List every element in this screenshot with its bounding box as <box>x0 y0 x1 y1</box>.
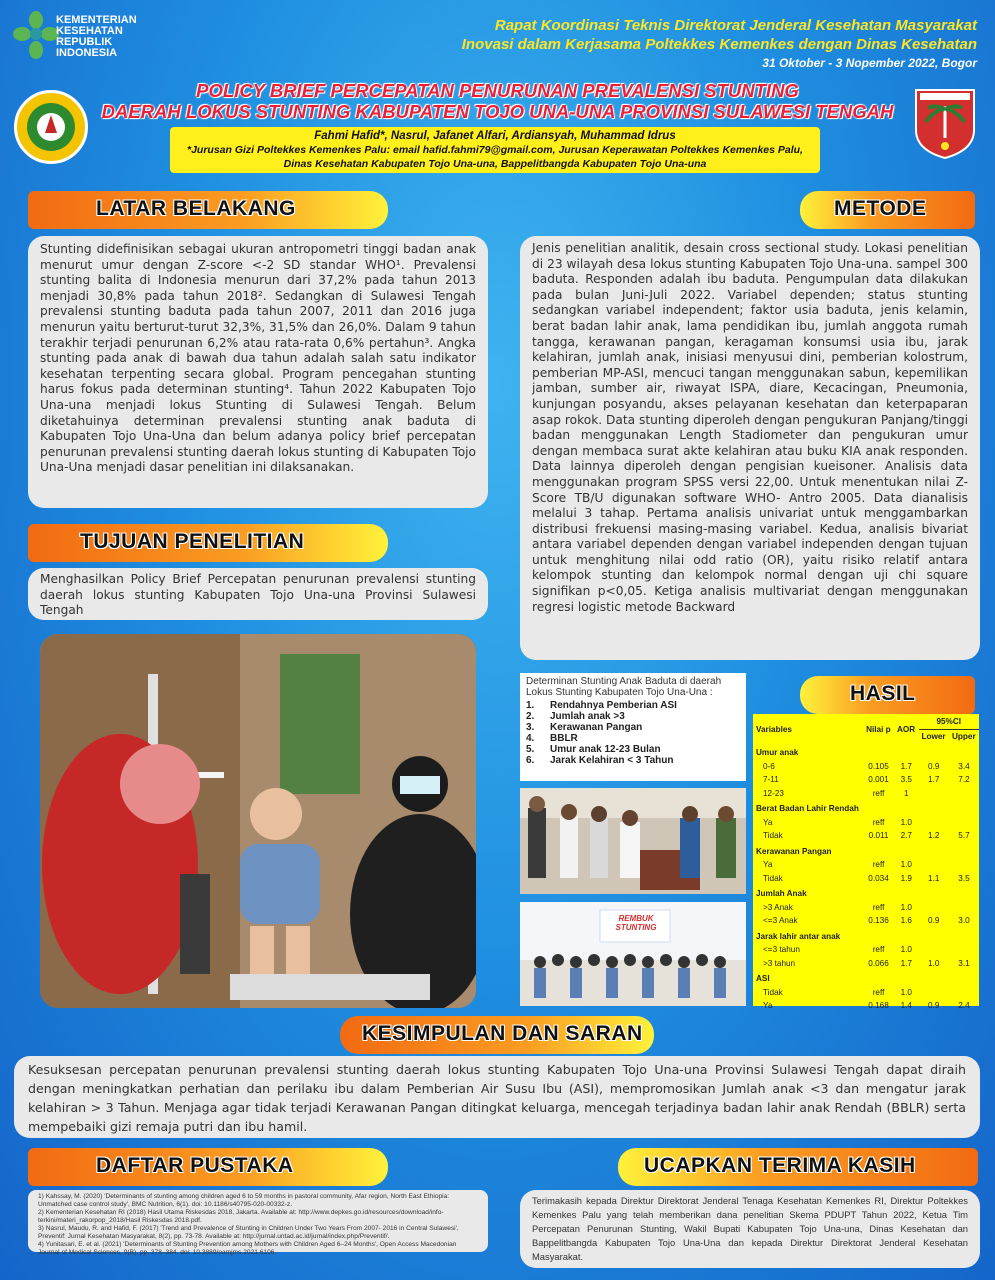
results-table-body <box>753 744 979 1013</box>
tujuan-box <box>28 568 488 620</box>
author-names: Fahmi Hafid*, Nasrul, Jafanet Alfari, Ardiansyah, Muhammad Idrus <box>314 130 676 142</box>
list-item-label: Rendahnya Pemberian ASI <box>550 700 677 711</box>
tujuan-heading: TUJUAN PENELITIAN <box>80 530 305 553</box>
cell-p: reff <box>872 902 885 912</box>
table-row <box>753 773 979 787</box>
cell-p <box>863 800 894 816</box>
cell-p <box>863 744 894 760</box>
table-group-row <box>753 843 979 859</box>
hasil-heading: HASIL <box>850 682 916 705</box>
cell-aor <box>894 744 918 760</box>
pustaka-header <box>28 1148 388 1186</box>
cell-lower: 0.9 <box>928 761 940 771</box>
list-item <box>526 744 740 755</box>
cell-aor: 3.5 <box>900 775 912 785</box>
tujuan-header <box>28 524 388 562</box>
org-line2: KESEHATAN <box>56 25 123 37</box>
cell-lower: 0.9 <box>928 916 940 926</box>
col-header-aor: AOR <box>897 724 916 734</box>
cell-p: 0.011 <box>868 831 889 841</box>
cell-lower <box>919 928 949 944</box>
list-item-label: Kerawanan Pangan <box>550 722 643 733</box>
table-row <box>753 901 979 915</box>
list-item <box>526 700 740 711</box>
table-row <box>753 760 979 774</box>
determinan-list-box <box>520 673 746 781</box>
list-item-label: BBLR <box>550 733 578 744</box>
reference-item: 1) Kahssay, M. (2020) 'Determinants of stunting among children aged 6 to 59 months in pastoral community, Afar region, North East Ethiopia: Unmatched case control study', BMC Nutrition, 6(1). doi: 10.1186/s40795-020-00332-z. <box>38 1193 450 1208</box>
cell-variable: Jarak lahir antar anak <box>756 931 841 941</box>
cell-p: 0.066 <box>868 958 889 968</box>
table-group-row <box>753 744 979 760</box>
cell-upper: 7.2 <box>958 775 970 785</box>
kesimpulan-text: Kesuksesan percepatan penurunan prevalensi stunting daerah lokus stunting Kabupaten Tojo Una-una Provinsi Sulawesi Tengah dapat diraih dengan meningkatkan perhatian dan perilaku ibu dalam Pemberian Air Susu Ibu (ASI), mempromosikan Jumlah anak <3 dan mengatur jarak kelahiran > 3 Tahun. Menjaga agar tidak terjadi Kerawanan Pangan ditingkat keluarga, mencegah terjadinya badan lahir anak Rendah (BBLR) serta mempebaiki gizi remaja putri dan ibu hamil. <box>28 1062 966 1134</box>
cell-lower <box>919 787 949 801</box>
photo-meeting-signing <box>520 788 746 894</box>
cell-upper: 5.7 <box>958 831 970 841</box>
org-line1: KEMENTERIAN <box>56 14 137 26</box>
kesimpulan-box <box>14 1056 980 1138</box>
determinan-intro: Determinan Stunting Anak Baduta di daerah Lokus Stunting Kabupaten Tojo Una-Una : <box>526 676 722 698</box>
cell-upper: 3.1 <box>958 958 970 968</box>
cell-upper <box>949 901 979 915</box>
cell-upper: 3.0 <box>958 916 970 926</box>
col-header-lower: Lower <box>921 732 946 742</box>
table-row <box>753 787 979 801</box>
cell-upper <box>949 928 979 944</box>
cell-variable: Kerawanan Pangan <box>756 846 832 856</box>
photo-group-rembuk <box>520 902 746 1006</box>
cell-lower: 1.7 <box>928 775 940 785</box>
cell-p: reff <box>872 817 885 827</box>
list-item <box>526 711 740 722</box>
cell-variable: 12-23 <box>763 788 784 798</box>
cell-upper <box>949 787 979 801</box>
cell-aor: 1 <box>903 788 909 798</box>
cell-variable: >3 Anak <box>763 902 793 912</box>
cell-variable: Tidak <box>763 831 783 841</box>
list-item-number: 4. <box>526 733 535 744</box>
cell-upper <box>949 800 979 816</box>
reference-item: 2) Kementerian Kesehatan RI (2018) Hasil Utama Riskesdas 2018, Jakarta. Available at: http://www.depkes.go.id/resources/download/info-terkini/materi_rakorpop_2018/Hasil Riskesdas 2018.pdf. <box>38 1209 444 1224</box>
affiliation-line1: *Jurusan Gizi Poltekkes Kemenkes Palu: email hafid.fahmi79@gmail.com, Jurusan Keperawatan Poltekkes Kemenkes Palu, <box>187 144 803 156</box>
cell-upper: 2.4 <box>958 1001 970 1011</box>
cell-lower <box>919 843 949 859</box>
cell-aor: 1.9 <box>900 873 912 883</box>
cell-aor <box>894 970 918 986</box>
cell-p <box>863 970 894 986</box>
event-line2: Inovasi dalam Kerjasama Poltekkes Kemenkes dengan Dinas Kesehatan <box>461 36 977 53</box>
table-row <box>753 914 979 928</box>
list-item-number: 2. <box>526 711 535 722</box>
kesimpulan-heading: KESIMPULAN DAN SARAN <box>362 1022 643 1045</box>
latar-belakang-heading: LATAR BELAKANG <box>96 197 296 220</box>
event-date: 31 Oktober - 3 Nopember 2022, Bogor <box>762 56 977 70</box>
cell-variable: >3 tahun <box>763 958 796 968</box>
cell-lower: 1.0 <box>928 958 940 968</box>
cell-upper <box>949 843 979 859</box>
table-row <box>753 957 979 971</box>
poster-title <box>0 80 995 122</box>
cell-upper <box>949 816 979 830</box>
list-item <box>526 722 740 733</box>
cell-variable: Tidak <box>763 873 783 883</box>
cell-p: reff <box>872 945 885 955</box>
table-row <box>753 872 979 886</box>
cell-p: reff <box>872 860 885 870</box>
cell-p: 0.001 <box>868 775 889 785</box>
col-header-upper: Upper <box>951 732 976 742</box>
table-row <box>753 816 979 830</box>
cell-variable: Tidak <box>763 987 783 997</box>
col-header-variables: Variables <box>756 724 792 734</box>
cell-p: 0.168 <box>868 1001 889 1011</box>
pustaka-box <box>28 1190 488 1256</box>
latar-belakang-text: Stunting didefinisikan sebagai ukuran antropometri tinggi badan anak menurut umur dengan Z-score <-2 SD standar WHO¹. Prevalensi stunting balita di Indonesia menurun dari 37,2% pada tahun 2013 menjadi 30,8% pada tahun 2018². Sedangkan di Sulawesi Tengah prevalensi stunting baduta pada tahun 2007, 2011 dan 2016 juga menurun yaitu berturut-turut 32,3%, 31,5% dan 26,0%. Dalam 9 tahun terakhir terjadi penurunan 6,2% atau rata-rata 0,6% pertahun³. Angka stunting pada anak di bawah dua tahun adalah salah satu indikator kesehatan terpenting secara global. Program pencegahan stunting harus fokus pada determinan stunting⁴. Tahun 2022 Kabupaten Tojo Una-una menjadi lokus Stunting di Sulawesi Tengah. Belum diketahuinya determinan prevalensi stunting anak baduta di Kabupaten Tojo Una-Una dan belum adanya policy brief percepatan penurunan prevalensi stunting daerah lokus stunting di Kabupaten Tojo Una-Una menjadi dasar penelitian ini dilaksanakan. <box>40 242 476 475</box>
cell-upper <box>949 970 979 986</box>
cell-upper: 3.5 <box>958 873 970 883</box>
cell-lower: 1.1 <box>928 873 940 883</box>
terima-kasih-box <box>520 1190 980 1268</box>
cell-variable: <=3 tahun <box>763 945 800 955</box>
org-line3: REPUBLIK <box>56 36 113 48</box>
cell-variable: Berat Badan Lahir Rendah <box>756 804 859 814</box>
table-row <box>753 829 979 843</box>
latar-belakang-box <box>28 236 488 508</box>
cell-p: 0.136 <box>868 916 889 926</box>
cell-p <box>863 885 894 901</box>
cell-p: 0.105 <box>868 761 889 771</box>
org-line4: INDONESIA <box>56 47 118 59</box>
cell-variable: <=3 Anak <box>763 916 798 926</box>
cell-lower <box>919 885 949 901</box>
cell-aor: 1.7 <box>900 761 912 771</box>
results-table <box>753 714 979 1013</box>
cell-lower <box>919 986 949 1000</box>
tujuan-text: Menghasilkan Policy Brief Percepatan penurunan prevalensi stunting daerah lokus stunting Kabupaten Tojo Una-una Provinsi Sulawesi Tengah <box>40 572 476 618</box>
cell-upper <box>949 744 979 760</box>
measurement-photo-illustration <box>40 634 476 1008</box>
title-line2: DAERAH LOKUS STUNTING KABUPATEN TOJO UNA-UNA PROVINSI SULAWESI TENGAH <box>101 101 894 122</box>
cell-upper <box>949 986 979 1000</box>
cell-lower <box>919 744 949 760</box>
cell-lower: 1.2 <box>928 831 940 841</box>
cell-variable: Umur anak <box>756 748 799 758</box>
cell-variable: Ya <box>763 1001 773 1011</box>
event-line1: Rapat Koordinasi Teknis Direktorat Jenderal Kesehatan Masyarakat <box>494 17 977 34</box>
cell-aor: 1.0 <box>900 860 912 870</box>
list-item <box>526 733 740 744</box>
cell-variable: 0-6 <box>763 761 775 771</box>
cell-variable: ASI <box>756 974 770 984</box>
authors-block <box>170 127 820 173</box>
cell-lower <box>919 858 949 872</box>
list-item-number: 5. <box>526 744 535 755</box>
cell-p: 0.034 <box>868 873 889 883</box>
list-item-number: 6. <box>526 755 535 766</box>
cell-upper <box>949 858 979 872</box>
terima-kasih-text: Terimakasih kepada Direktur Direktorat Jenderal Tenaga Kesehatan Kemenkes RI, Direktur Poltekkes Kemenkes Palu yang telah memberikan dana penelitian Skema PDUPT Tahun 2022, Ketua Tim Percepatan Penurunan Stunting, Wakil Bupati Kabupaten Tojo Una-una, Dinas Kesehatan dan Bappelitbangda Kabupaten Tojo Una-Una dan kepada Direktur Direktorat Jenderal Kesehatan Masyarakat. <box>532 1195 968 1262</box>
table-row <box>753 999 979 1013</box>
cell-lower: 0.9 <box>928 1001 940 1011</box>
cell-aor <box>894 843 918 859</box>
cell-aor: 1.0 <box>900 945 912 955</box>
metode-heading: METODE <box>834 197 927 220</box>
cell-p <box>863 928 894 944</box>
cell-aor: 1.0 <box>900 987 912 997</box>
cell-variable: Ya <box>763 817 773 827</box>
cell-lower <box>919 943 949 957</box>
table-group-row <box>753 885 979 901</box>
cell-aor: 1.4 <box>900 1001 912 1011</box>
title-line1: POLICY BRIEF PERCEPATAN PENURUNAN PREVALENSI STUNTING <box>196 80 799 101</box>
cell-p: reff <box>872 987 885 997</box>
hasil-header <box>800 676 975 714</box>
cell-aor: 1.6 <box>900 916 912 926</box>
list-item-number: 3. <box>526 722 535 733</box>
metode-text: Jenis penelitian analitik, desain cross sectional study. Lokasi penelitian di 23 wilayah desa lokus stunting Kabupaten Tojo Una-una. sampel 300 baduta. Responden adalah ibu baduta. Pengumpulan data dilakukan pada bulan Juni-Juli 2022. Variabel dependen; status stunting sedangkan variabel independent; faktor usia baduta, jenis kelamin, berat badan lahir anak, lama pendidikan ibu, jumlah anggota rumah tangga, kerawanan pangan, keragaman konsumsi usia ibu, jarak kelahiran, jumlah anak, inisiasi menyusui dini, pemberian kolostrum, pemberian MP-ASI, mencuci tangan menggunakan sabun, kepemilikan jamban, sumber air, riwayat ISPA, diare, Kecacingan, Pneumonia, kunjungan posyandu, akses pelayanan kesehatan dan keterpaparan asap rokok. Data stunting diperoleh dengan pengukuran Panjang/tinggi badan menggunakan Length Stadiometer dan pengukuran umur dengan membaca surat akte kelahiran atau buku KIA anak responden. Data lainnya diperoleh dengan pengisian kueisoner. Analisis data menggunakan program SPSS versi 22,00. Untuk menentukan nilai Z-Score TB/U digunakan software WHO- Antro 2005. Data dianalisis melalui 3 tahap. Pertama analisis univariat untuk menggambarkan distribusi frekuensi masing-masing variabel. Kedua, analisis bivariat antara variabel dependen dengan variabel independen dengan tujuan untuk menghitung nilai odd ratio (OR), yaitu risiko relatif antara kelompok stunting dan kelompok normal dengan uji chi square signifikan p<0,05. Ketiga analisis multivariat dengan menggunakan regresi logistic metode Backward <box>532 241 968 614</box>
cell-upper: 3.4 <box>958 761 970 771</box>
metode-header <box>800 191 975 229</box>
cell-aor <box>894 800 918 816</box>
list-item-number: 1. <box>526 700 535 711</box>
table-group-row <box>753 800 979 816</box>
reference-item: 4) Yunitasari, E. et al. (2021) 'Determinants of Stunting Prevention among Mothers with Children Aged 6–24 Months', Open Access Macedonian Journal of Medical Sciences, 9(B), pp. 378–384. doi: 10.3889/oamjms.2021.6106. <box>38 1241 457 1256</box>
cell-lower <box>919 800 949 816</box>
table-group-row <box>753 970 979 986</box>
cell-p: reff <box>872 788 885 798</box>
col-header-ci: 95%CI <box>919 714 980 729</box>
cell-upper <box>949 885 979 901</box>
results-table-box <box>753 714 979 1011</box>
affiliation-line2: Dinas Kesehatan Kabupaten Tojo Una-una, Bappelitbangda Kabupaten Tojo Una-una <box>283 158 707 170</box>
cell-aor: 2.7 <box>900 831 912 841</box>
cell-aor <box>894 928 918 944</box>
pustaka-heading: DAFTAR PUSTAKA <box>96 1154 294 1177</box>
table-group-row <box>753 928 979 944</box>
cell-variable: 7-11 <box>763 775 779 785</box>
meeting-photo-illustration <box>520 788 746 894</box>
list-item <box>526 755 740 766</box>
list-item-label: Jarak Kelahiran < 3 Tahun <box>550 755 674 766</box>
cell-upper <box>949 943 979 957</box>
cell-p <box>863 843 894 859</box>
cell-aor: 1.0 <box>900 817 912 827</box>
cell-lower <box>919 816 949 830</box>
reference-item: 3) Nasrul, Maudu, R. and Hafid, F. (2017) 'Trend and Prevalence of Stunting in Children Under Two Years From 2007- 2016 in Central Sulawesi', Preventif: Jurnal Kesehatan Masyarakat, 8(2), pp. 73-78. Available at: http://jurnal.untad.ac.id/jurnal/index.php/Preventif/. <box>38 1225 459 1240</box>
kesimpulan-header <box>340 1016 654 1054</box>
list-item-label: Jumlah anak >3 <box>550 711 625 722</box>
col-header-p: Nilai p <box>866 724 891 734</box>
cell-aor: 1.0 <box>900 902 912 912</box>
terima-kasih-heading: UCAPKAN TERIMA KASIH <box>644 1154 916 1177</box>
cell-aor <box>894 885 918 901</box>
metode-box <box>520 236 980 660</box>
kemenkes-logo-text <box>56 15 166 59</box>
determinan-list <box>526 700 740 766</box>
table-row <box>753 986 979 1000</box>
cell-variable: Ya <box>763 860 773 870</box>
cell-lower <box>919 901 949 915</box>
event-info <box>462 16 977 70</box>
terima-kasih-header <box>618 1148 978 1186</box>
cell-aor: 1.7 <box>900 958 912 968</box>
table-row <box>753 943 979 957</box>
cell-variable: Jumlah Anak <box>756 889 807 899</box>
latar-belakang-header <box>28 191 388 229</box>
rembuk-banner-text: REMBUK STUNTING <box>615 914 657 932</box>
photo-measuring-child <box>40 634 476 1008</box>
list-item-label: Umur anak 12-23 Bulan <box>550 744 661 755</box>
kemenkes-emblem-icon <box>12 10 60 68</box>
table-row <box>753 858 979 872</box>
cell-lower <box>919 970 949 986</box>
